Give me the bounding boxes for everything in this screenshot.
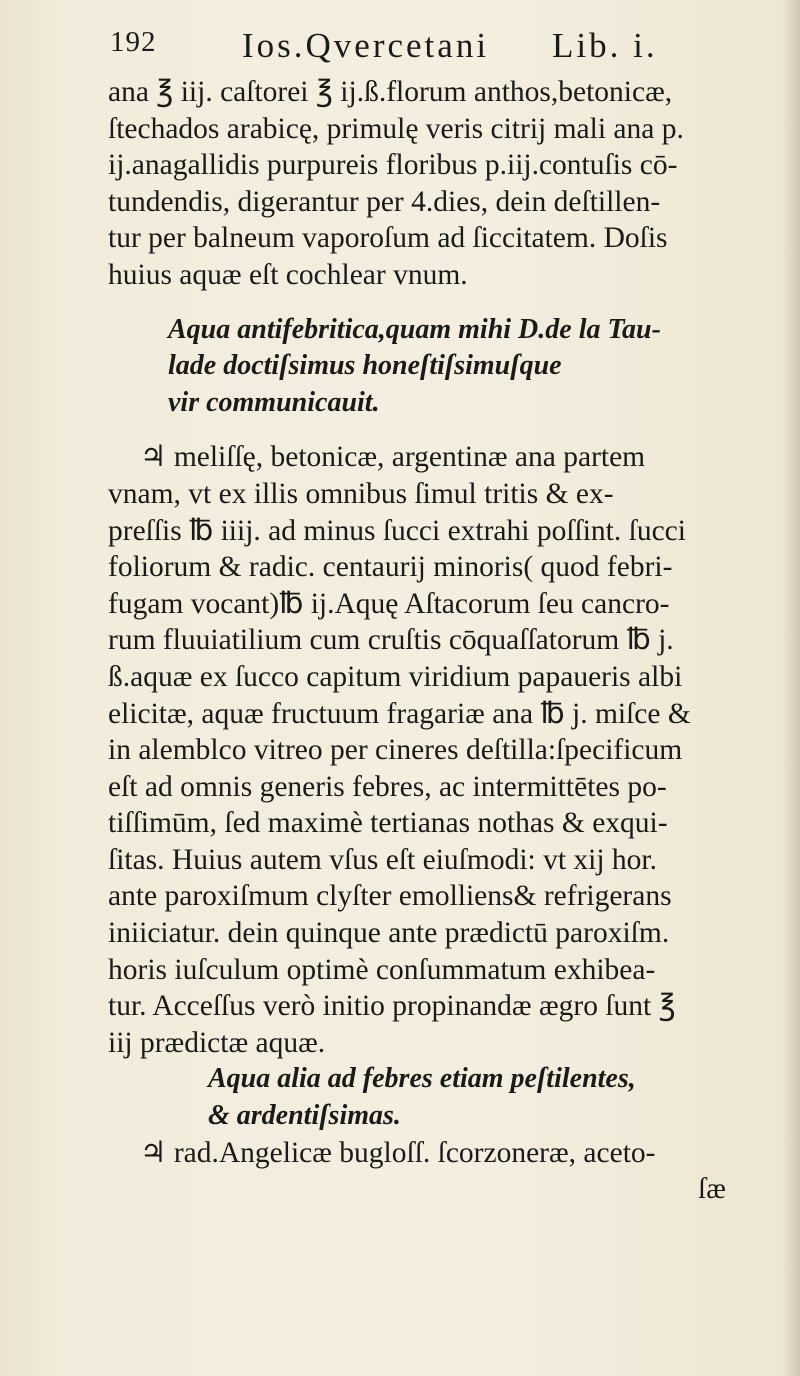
running-title: Ios.Qvercetani xyxy=(242,26,490,65)
text-line: preſſis ℔ iiij. ad minus ſucci extrahi poſſint. ſucci xyxy=(108,514,686,547)
text-line: vnam, vt ex illis omnibus ſimul tritis & ex- xyxy=(108,477,614,510)
spacer xyxy=(108,421,800,439)
text-line: ſtechados arabicę, primulę veris citrij mali ana p. xyxy=(108,112,684,145)
text-line: huius aquæ eſt cochlear vnum. xyxy=(108,258,468,291)
text-line: ♃ meliſſę, betonicæ, argentinæ ana partem xyxy=(140,441,646,474)
text-line: ij.anagallidis purpureis floribus p.iij.contuſis cō- xyxy=(108,149,678,182)
text-line: ſitas. Huius autem vſus eſt eiuſmodi: vt xij hor. xyxy=(108,843,657,876)
section-heading: Aqua alia ad febres etiam peſtilentes, xyxy=(208,1063,636,1095)
text-line: rum fluuiatilium cum cruſtis cōquaſſatorum ℔ j. xyxy=(108,624,674,657)
catchword: ſæ xyxy=(698,1173,726,1206)
text-line: iij prædictæ aquæ. xyxy=(108,1026,326,1059)
text-line: ante paroxiſmum clyſter emolliens& refrigerans xyxy=(108,880,672,913)
text-line: tundendis, digerantur per 4.dies, dein deſtillen- xyxy=(108,185,661,218)
page-header xyxy=(110,26,710,76)
spacer xyxy=(108,294,800,312)
text-line: tur. Acceſſus verò initio propinandæ ægro ſunt ℥ xyxy=(108,990,676,1023)
text-line: fugam vocant)℔ ij.Aquę Aſtacorum ſeu cancro- xyxy=(108,587,670,620)
text-line: elicitæ, aquæ fructuum fragariæ ana ℔ j. miſce & xyxy=(108,697,691,730)
text-line: ß.aquæ ex ſucco capitum viridium papaueris albi xyxy=(108,660,683,693)
text-line: tur per balneum vaporoſum ad ſiccitatem. Doſis xyxy=(108,222,668,255)
text-line: horis iuſculum optimè conſummatum exhibea- xyxy=(108,953,656,986)
section-heading: Aqua antifebritica,quam mihi D.de la Tau- xyxy=(168,313,661,345)
text-line: foliorum & radic. centaurij minoris( quod febri- xyxy=(108,551,673,584)
text-line: eſt ad omnis generis febres, ac intermittētes po- xyxy=(108,770,667,803)
text-line: tiſſimūm, ſed maximè tertianas nothas & exqui- xyxy=(108,807,668,840)
book-number: Lib. i. xyxy=(552,26,658,65)
page-text xyxy=(108,74,800,1208)
text-line: iniiciatur. dein quinque ante prædictū paroxiſm. xyxy=(108,917,670,950)
page-number: 192 xyxy=(110,26,157,58)
text-line: in alemblco vitreo per cineres deſtilla:ſpecificum xyxy=(108,734,683,767)
text-line: ana ℥ iij. caſtorei ℥ ij.ß.florum anthos,betonicæ, xyxy=(108,76,673,108)
section-heading: & ardentiſsimas. xyxy=(208,1100,401,1132)
section-heading: vir communicauit. xyxy=(168,386,380,418)
section-heading: lade doctiſsimus honeſtiſsimuſque xyxy=(168,350,562,382)
text-line: ♃ rad.Angelicæ bugloſſ. ſcorzoneræ, aceto- xyxy=(140,1136,656,1169)
